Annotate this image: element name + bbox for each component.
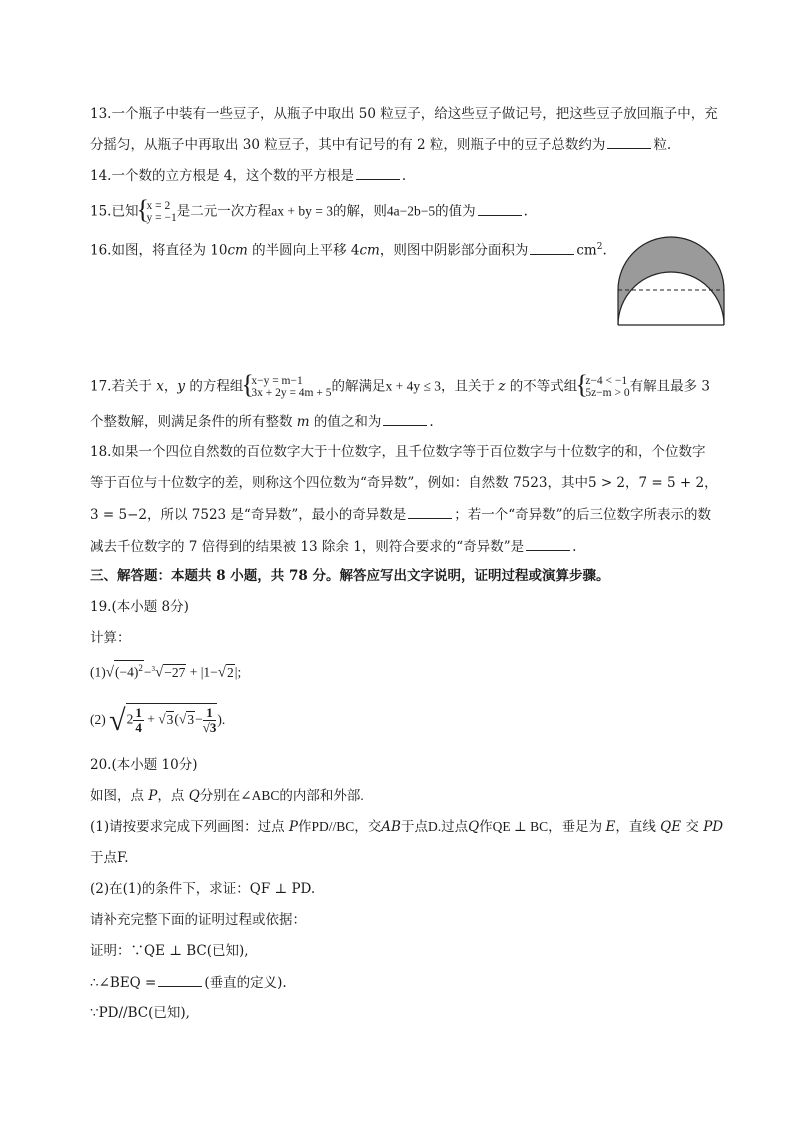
answer-blank[interactable] [356, 166, 400, 180]
answer-blank[interactable] [607, 135, 651, 149]
q20-line3: 于点F. [90, 850, 129, 866]
answer-blank[interactable] [383, 412, 427, 426]
q18-line4: 减去千位数字的 7 倍得到的结果被 13 除余 1，则符合要求的“奇异数”是 . [90, 539, 577, 555]
semicircle-figure [615, 224, 727, 330]
q17-line2: 个整数解，则满足条件的所有整数 m 的值之和为 . [90, 414, 434, 430]
q19-part2: (2) √2 $\frac{1}{4}$ + √3(√3− $\frac{1}{√3}$ ). [90, 703, 226, 737]
answer-blank[interactable] [526, 537, 570, 551]
q19-head: 19.(本小题 8分) [90, 599, 189, 615]
q13-line2: 分摇匀，从瓶子中再取出 30 粒豆子，其中有记号的有 2 粒，则瓶子中的豆子总数约为 粒. [90, 137, 672, 153]
q18-line2: 等于百位与十位数字的差，则称这个四位数为“奇异数”，例如：自然数 7523，其中5 > 2，7 = 5 + 2， [90, 475, 718, 491]
answer-blank[interactable] [408, 505, 452, 519]
q19-part1: $(1)√(-4)^2-^3√-27 + |1-√2|$; [90, 660, 241, 682]
answer-blank[interactable] [530, 241, 574, 255]
answer-blank[interactable] [158, 973, 202, 987]
q19-calc: 计算： [90, 630, 131, 646]
equation-system: { x = 2 y = −1 [138, 200, 176, 224]
q18-line1: 18.如果一个四位自然数的百位数字大于十位数字，且千位数字等于百位数字与十位数字的和，个位数字 [90, 444, 706, 460]
q20-line5: 请补充完整下面的证明过程或依据： [90, 912, 306, 928]
answer-blank[interactable] [478, 202, 522, 216]
section-heading: 三、解答题：本题共 8 小题，共 78 分。解答应写出文字说明，证明过程或演算步骤。 [90, 568, 610, 584]
q20-head: 20.(本小题 10分) [90, 757, 198, 773]
q20-line2: (1)请按要求完成下列画图：过点 P作PD//BC，交AB于点D.过点Q作QE ⊥ BC，垂足为 E，直线 QE 交 PD [90, 819, 724, 835]
q16: 16.如图，将直径为 10cm 的半圆向上平移 4cm，则图中阴影部分面积为 $cm^2$. [90, 242, 607, 259]
q20-line8: ∵PD//BC(已知), [90, 1005, 190, 1021]
q15: 15.已知 { x = 2 y = −1 是二元一次方程ax + by = 3的解，则4a−2b−5的值为 . [90, 200, 528, 224]
q14: 14.一个数的立方根是 4，这个数的平方根是 . [90, 168, 407, 184]
q20-line1: 如图，点 P，点 Q分别在∠ABC的内部和外部. [90, 788, 364, 804]
inequality-system: { z−4 < −1 5z−m > 0 [577, 375, 629, 399]
q17-line1: 17.若关于 x，y 的方程组 { x−y = m−1 3x + 2y = 4m + 5 的解满足x + 4y ≤ 3，且关于 z 的不等式组 { z−4 < −1 5z−m > 0 有解且最多 3 [90, 375, 710, 399]
q18-line3: 3 = 5−2，所以 7523 是“奇异数”，最小的奇异数是 ；若一个“奇异数”的后三位数字所表示的数 [90, 507, 712, 523]
q20-line7: ∴∠BEQ = (垂直的定义). [90, 975, 287, 991]
q20-line4: (2)在(1)的条件下，求证：QF ⊥ PD. [90, 881, 316, 897]
q13-line1: 13.一个瓶子中装有一些豆子，从瓶子中取出 50 粒豆子，给这些豆子做记号，把这些豆子放回瓶子中，充 [90, 106, 718, 122]
equation-system: { x−y = m−1 3x + 2y = 4m + 5 [243, 375, 331, 399]
q20-line6: 证明：∵QE ⊥ BC(已知), [90, 943, 249, 959]
